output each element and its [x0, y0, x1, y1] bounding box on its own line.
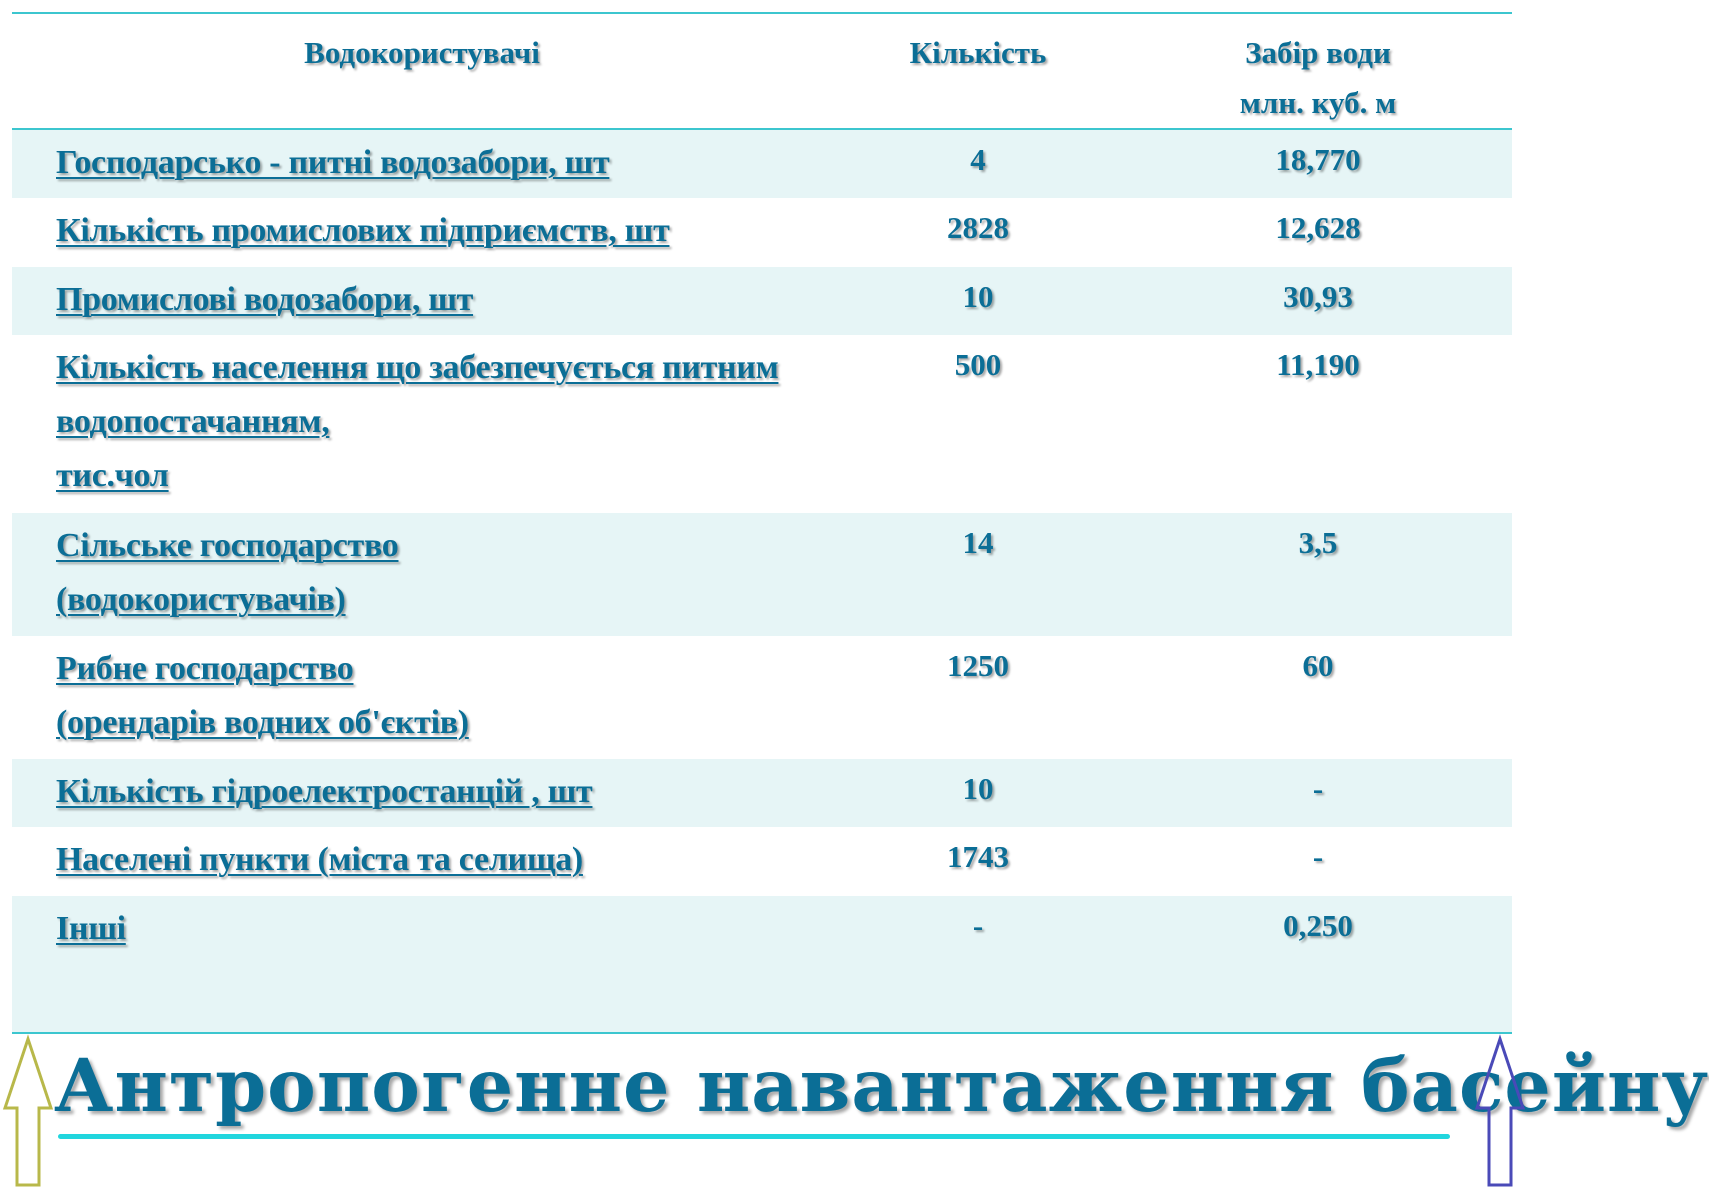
row-water-intake: 30,93: [1283, 279, 1353, 314]
header-water-intake: [1168, 28, 1468, 128]
row-quantity: 1250: [947, 648, 1009, 683]
row-name-link[interactable]: [56, 341, 856, 503]
row-quantity: 2828: [947, 210, 1009, 245]
table-bottom-rule: [12, 1032, 1512, 1034]
up-arrow-outline-icon: [2, 1036, 54, 1188]
row-water-intake: 11,190: [1276, 347, 1360, 382]
row-name-line: Промислові водозабори, шт: [56, 281, 474, 318]
row-quantity: -: [972, 908, 984, 943]
row-name-line: Кількість населення що забезпечується питним: [56, 349, 779, 386]
row-water-intake: 0,250: [1283, 908, 1353, 943]
page-title: Антропогенне навантаження басейну: [54, 1043, 1709, 1129]
row-name-line: водопостачанням,: [56, 403, 330, 440]
row-quantity: 10: [962, 279, 994, 314]
table-row: [12, 636, 1512, 759]
row-name-line: (орендарів водних об'єктів): [56, 704, 469, 741]
row-name-link[interactable]: [56, 204, 856, 258]
row-name-link[interactable]: [56, 833, 856, 887]
header-quantity: Кількість: [909, 35, 1047, 70]
row-name-line: Інші: [56, 910, 126, 947]
table-row: [12, 198, 1512, 267]
table-row: [12, 267, 1512, 335]
table-row: [12, 759, 1512, 827]
table-row: [12, 896, 1512, 1032]
table-row: [12, 130, 1512, 198]
row-water-intake: -: [1312, 771, 1324, 806]
table-header: [12, 14, 1512, 128]
row-water-intake: 12,628: [1275, 210, 1361, 245]
row-quantity: 14: [962, 525, 994, 560]
header-water-intake-line1: Забір води: [1245, 35, 1391, 70]
row-name-link[interactable]: [56, 136, 856, 190]
up-arrow-outline-icon: [1474, 1036, 1526, 1188]
row-name-line: Населені пункти (міста та селища): [56, 841, 583, 878]
row-water-intake: 18,770: [1275, 142, 1361, 177]
row-name-line: (водокористувачів): [56, 581, 346, 618]
row-name-line: Сільське господарство: [56, 527, 399, 564]
table-row: [12, 335, 1512, 513]
row-name-line: Кількість гідроелектростанцій , шт: [56, 773, 593, 810]
row-name-link[interactable]: [56, 765, 856, 819]
row-name-link[interactable]: [56, 273, 856, 327]
table-row: [12, 513, 1512, 636]
table-row: [12, 827, 1512, 896]
row-water-intake: 3,5: [1298, 525, 1338, 560]
row-quantity: 10: [962, 771, 994, 806]
row-name-link[interactable]: [56, 519, 856, 627]
row-water-intake: -: [1312, 839, 1324, 874]
row-quantity: 1743: [947, 839, 1009, 874]
row-name-line: Кількість промислових підприємств, шт: [56, 212, 670, 249]
row-quantity: 4: [970, 142, 986, 177]
header-water-intake-line2: млн. куб. м: [1239, 85, 1397, 120]
row-water-intake: 60: [1302, 648, 1334, 683]
row-name-link[interactable]: [56, 642, 856, 750]
row-quantity: 500: [954, 347, 1002, 382]
row-name-line: тис.чол: [56, 457, 169, 494]
row-name-line: Господарсько - питні водозабори, шт: [56, 144, 610, 181]
title-underline: [58, 1134, 1450, 1139]
row-name-line: Рибне господарство: [56, 650, 354, 687]
header-water-users: Водокористувачі: [304, 35, 540, 70]
row-name-link[interactable]: [56, 902, 856, 956]
